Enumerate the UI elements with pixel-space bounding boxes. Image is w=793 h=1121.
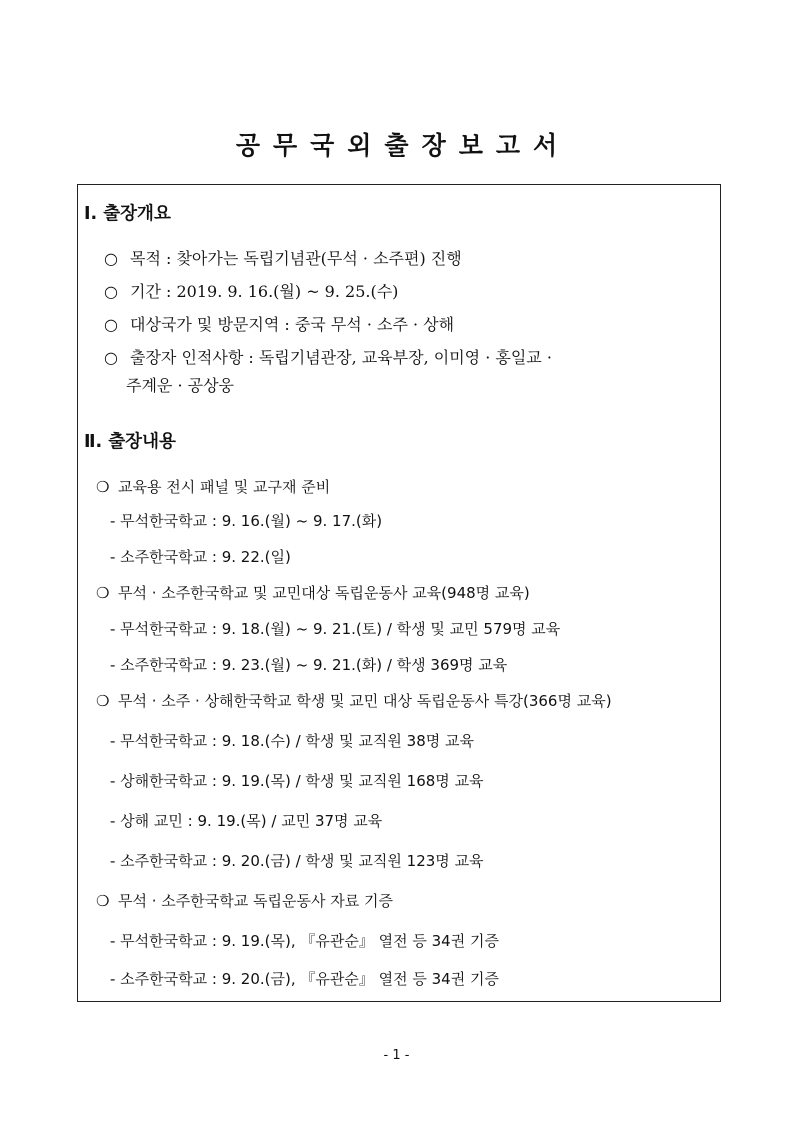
overview-item-travelers: [104, 345, 552, 368]
section-heading-content: Ⅱ. 출장내용: [84, 432, 176, 452]
content-detail-item: - 소주한국학교 : 9. 20.(금), 『유관순』 열전 등 34권 기증: [110, 970, 499, 988]
bullet-circle: ○: [104, 315, 118, 334]
content-detail-item: - 소주한국학교 : 9. 22.(일): [110, 548, 291, 566]
section-heading-overview: Ⅰ. 출장개요: [84, 204, 171, 224]
group-title-text: 무석 · 소주한국학교 독립운동사 자료 기증: [118, 892, 393, 910]
content-detail-item: - 무석한국학교 : 9. 16.(월) ~ 9. 17.(화): [110, 512, 383, 530]
page-title: 공무국외출장보고서: [235, 131, 571, 160]
content-detail-item: - 무석한국학교 : 9. 18.(월) ~ 9. 21.(토) / 학생 및 교민 579명 교육: [110, 620, 561, 638]
content-detail-item: - 소주한국학교 : 9. 20.(금) / 학생 및 교직원 123명 교육: [110, 852, 484, 870]
content-group-title: [96, 890, 393, 911]
content-detail-item: - 상해 교민 : 9. 19.(목) / 교민 37명 교육: [110, 812, 383, 830]
overview-item-text: 대상국가 및 방문지역 : 중국 무석 · 소주 · 상해: [130, 315, 455, 334]
overview-item-travelers-continued: 주계운 · 공상웅: [126, 376, 234, 395]
bullet-circle: ❍: [96, 892, 110, 910]
group-title-text: 무석 · 소주한국학교 및 교민대상 독립운동사 교육(948명 교육): [118, 584, 530, 602]
group-title-text: 교육용 전시 패널 및 교구재 준비: [118, 478, 331, 496]
bullet-circle: ○: [104, 282, 118, 301]
bullet-circle: ○: [104, 348, 118, 367]
page-number: - 1 -: [383, 1048, 410, 1063]
bullet-circle: ❍: [96, 478, 110, 496]
content-detail-item: - 소주한국학교 : 9. 23.(월) ~ 9. 21.(화) / 학생 369명 교육: [110, 656, 508, 674]
content-detail-item: - 무석한국학교 : 9. 18.(수) / 학생 및 교직원 38명 교육: [110, 732, 474, 750]
group-title-text: 무석 · 소주 · 상해한국학교 학생 및 교민 대상 독립운동사 특강(366명 교육): [118, 692, 612, 710]
content-detail-item: - 무석한국학교 : 9. 19.(목), 『유관순』 열전 등 34권 기증: [110, 932, 499, 950]
overview-item-period: [104, 279, 398, 302]
content-group-title: [96, 476, 330, 497]
content-detail-item: - 상해한국학교 : 9. 19.(목) / 학생 및 교직원 168명 교육: [110, 772, 484, 790]
overview-item-purpose: [104, 246, 462, 269]
bullet-circle: ❍: [96, 692, 110, 710]
overview-item-text: 기간 : 2019. 9. 16.(월) ~ 9. 25.(수): [130, 282, 399, 301]
overview-item-text: 출장자 인적사항 : 독립기념관장, 교육부장, 이미영 · 홍일교 ·: [130, 348, 552, 367]
overview-item-text: 목적 : 찾아가는 독립기념관(무석 · 소주편) 진행: [130, 249, 462, 268]
bullet-circle: ❍: [96, 584, 110, 602]
content-group-title: [96, 582, 530, 603]
bullet-circle: ○: [104, 249, 118, 268]
overview-item-destination: [104, 312, 454, 335]
content-group-title: [96, 690, 612, 711]
